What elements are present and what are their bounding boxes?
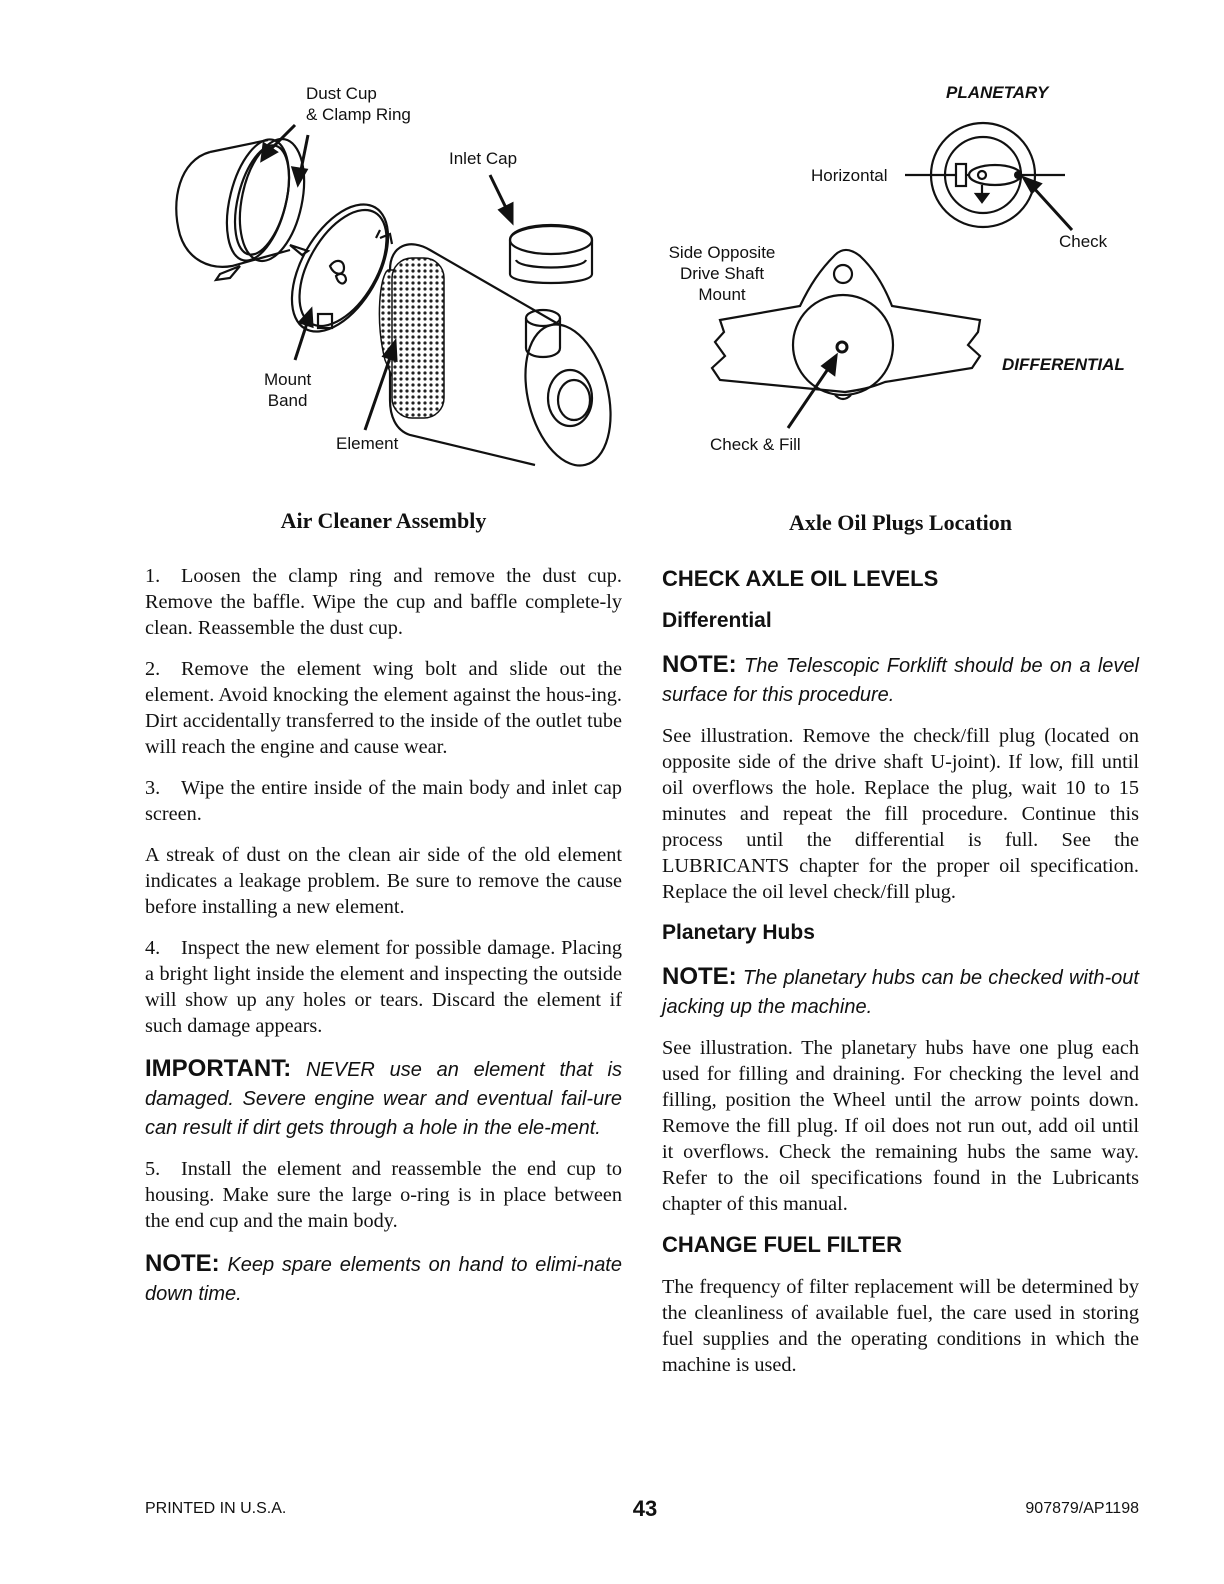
- step-2-text: Remove the element wing bolt and slide out the element. Avoid knocking the element against the hous-ing. Dirt accidentally transferred to the inside of the outlet tube will reach the engine and cause wear.: [145, 658, 622, 758]
- element-label: Element: [336, 434, 399, 453]
- note-text: The planetary hubs can be checked with-out jacking up the machine.: [662, 967, 1139, 1018]
- step-2: [145, 656, 622, 760]
- mount-band-label: [264, 369, 311, 411]
- important-text: NEVER use an element that is damaged. Severe engine wear and eventual fail-ure can result if dirt gets through a hole in the ele-ment.: [145, 1059, 623, 1139]
- side-opposite-label-line1: Side Opposite: [668, 243, 776, 262]
- inlet-cap-label: Inlet Cap: [449, 149, 518, 168]
- differential-note: [662, 650, 1139, 710]
- spare-elements-note: [145, 1249, 622, 1309]
- air-cleaner-figure: [140, 70, 620, 470]
- planetary-note: [662, 962, 1139, 1022]
- note-keyword: NOTE:: [662, 651, 737, 678]
- note-text: Keep spare elements on hand to elimi-nate down time.: [145, 1254, 622, 1305]
- planetary-paragraph: See illustration. The planetary hubs have one plug each used for filling and draining. For checking the level and filling, position the Wheel until the arrow points down. Remove the fill plug. If oil does not run out, add oil until it overflows. Check the remaining hubs the same way. Refer to the oil specifications found in the Lubricants chapter of this manual.: [662, 1037, 1139, 1215]
- dust-cup-label: [306, 83, 411, 125]
- side-opposite-label-line2: Drive Shaft: [679, 264, 765, 283]
- dust-cup-label-line1: Dust Cup: [306, 84, 377, 103]
- left-column: [145, 563, 622, 1322]
- footer-doc-number: 907879/AP1198: [1025, 1500, 1139, 1517]
- important-keyword: IMPORTANT:: [145, 1055, 292, 1082]
- step-5-text: Install the element and reassemble the end cup to housing. Make sure the large o-ring is in place between the end cup and the main body.: [145, 1158, 622, 1232]
- step-3-number: 3.: [145, 777, 161, 799]
- note-keyword: NOTE:: [145, 1250, 220, 1277]
- axle-oil-caption: Axle Oil Plugs Location: [788, 510, 1013, 535]
- planetary-label: PLANETARY: [946, 83, 1049, 102]
- important-note: [145, 1054, 622, 1143]
- streak-paragraph: A streak of dust on the clean air side of the old element indicates a leakage problem. Be sure to remove the cause before installing a new element.: [145, 844, 622, 918]
- air-cleaner-caption: Air Cleaner Assembly: [280, 508, 487, 533]
- check-axle-heading: CHECK AXLE OIL LEVELS: [662, 566, 939, 591]
- step-5: [145, 1156, 622, 1234]
- differential-heading: Differential: [662, 609, 772, 632]
- note-text: The Telescopic Forklift should be on a level surface for this procedure.: [662, 655, 1139, 706]
- step-3-text: Wipe the entire inside of the main body and inlet cap screen.: [145, 777, 622, 825]
- page-number: 43: [632, 1496, 658, 1521]
- side-opposite-label-line3: Mount: [698, 285, 746, 304]
- check-label: Check: [1059, 232, 1108, 251]
- side-opposite-label: [662, 242, 782, 305]
- step-3: [145, 775, 622, 827]
- fuel-filter-heading: CHANGE FUEL FILTER: [662, 1232, 902, 1257]
- step-1: [145, 563, 622, 641]
- mount-band-label-line2: Band: [267, 391, 308, 410]
- step-4-text: Inspect the new element for possible damage. Placing a bright light inside the element and inspecting the outside will show up any holes or tears. Discard the element if such damage appears.: [145, 937, 622, 1037]
- mount-band-label-line1: Mount: [264, 370, 312, 389]
- dust-cup-label-line2: & Clamp Ring: [306, 105, 411, 124]
- step-1-number: 1.: [145, 565, 161, 587]
- differential-label: DIFFERENTIAL: [1002, 355, 1125, 374]
- air-cleaner-drawing: [140, 70, 620, 470]
- step-4-number: 4.: [145, 937, 161, 959]
- differential-paragraph: See illustration. Remove the check/fill plug (located on opposite side of the drive shaft U-joint). If low, fill until oil overflows the hole. Replace the plug, wait 10 to 15 minutes and repeat the fill procedure. Continue this process until the differential is full. See the LUBRICANTS chapter for the proper oil specification. Replace the oil level check/fill plug.: [662, 725, 1139, 903]
- right-column: [662, 566, 1139, 1393]
- planetary-hubs-heading: Planetary Hubs: [662, 921, 815, 944]
- axle-oil-figure: [660, 70, 1150, 470]
- fuel-filter-paragraph: The frequency of filter replacement will be determined by the cleanliness of available fuel, the care used in storing fuel supplies and the operating conditions in which the machine is used.: [662, 1276, 1139, 1376]
- check-fill-label: Check & Fill: [710, 435, 801, 454]
- step-1-text: Loosen the clamp ring and remove the dust cup. Remove the baffle. Wipe the cup and baffle complete-ly clean. Reassemble the dust cup.: [145, 565, 622, 639]
- horizontal-label: Horizontal: [811, 166, 888, 185]
- step-2-number: 2.: [145, 658, 161, 680]
- step-4: [145, 935, 622, 1039]
- step-5-number: 5.: [145, 1158, 161, 1180]
- footer-printed: PRINTED IN U.S.A.: [145, 1500, 287, 1517]
- note-keyword: NOTE:: [662, 963, 737, 990]
